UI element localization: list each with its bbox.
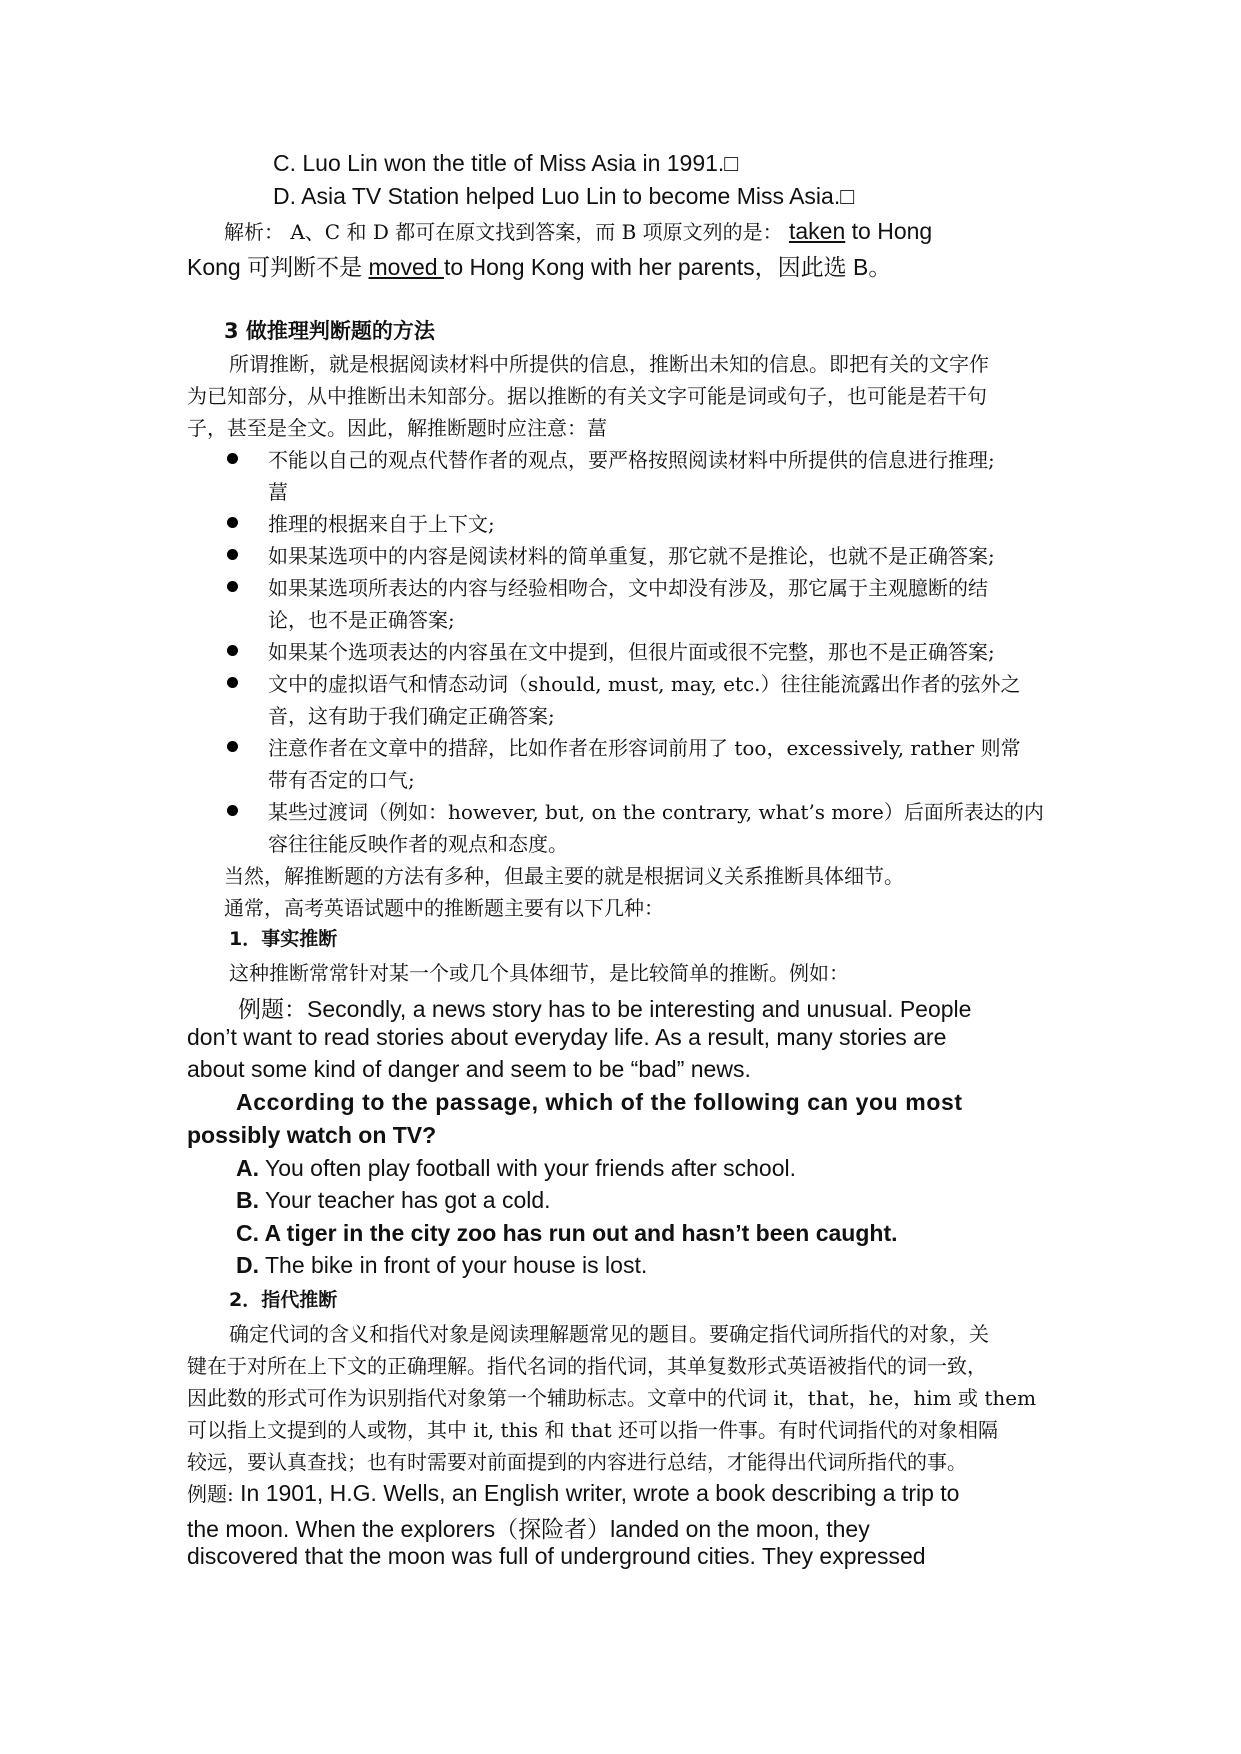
bullet-dot — [227, 549, 238, 560]
option-letter: C. — [236, 1220, 259, 1246]
underlined-word: taken — [788, 218, 846, 244]
intro-line: 子，甚至是全文。因此，解推断题时应注意：葍 — [187, 416, 607, 440]
underlined-word: moved — [368, 254, 444, 280]
analysis-text: Kong 可判断不是 — [187, 254, 369, 280]
option-letter: D. — [236, 1252, 259, 1278]
reference-example-line: the moon. When the explorers（探险者）landed on the moon, they — [187, 1516, 870, 1542]
bullet-text: 推理的根据来自于上下文; — [268, 512, 495, 536]
intro-line: 所谓推断，就是根据阅读材料中所提供的信息，推断出未知的信息。即把有关的文字作 — [229, 352, 989, 376]
bullet-dot — [227, 517, 238, 528]
question-line: possibly watch on TV? — [187, 1122, 437, 1148]
option-letter: A. — [236, 1155, 259, 1181]
bullet-text: 带有否定的口气; — [268, 768, 415, 792]
bullet-dot — [227, 453, 238, 464]
bullet-dot — [227, 645, 238, 656]
bullet-text: 如果某选项所表达的内容与经验相吻合，文中却没有涉及，那它属于主观臆断的结 — [268, 576, 988, 600]
example-label: 例题: — [187, 1482, 234, 1506]
fact-description: 这种推断常常针对某一个或几个具体细节，是比较简单的推断。例如： — [229, 961, 849, 985]
reference-line: 因此数的形式可作为识别指代对象第一个辅助标志。文章中的代词 it，that，he，him 或 them — [187, 1386, 1037, 1410]
reference-line: 键在于对所在上下文的正确理解。指代名词的指代词，其单复数形式英语被指代的词一致， — [187, 1354, 987, 1378]
analysis-text: 解析： A、C 和 D 都可在原文找到答案，而 B 项原文列的是： — [224, 220, 789, 244]
reference-line: 确定代词的含义和指代对象是阅读理解题常见的题目。要确定指代词所指代的对象，关 — [229, 1322, 989, 1346]
bullet-text: 音，这有助于我们确定正确答案; — [268, 704, 555, 728]
analysis-line-2 — [187, 249, 891, 282]
subsection-heading-fact: 1．事实推断 — [229, 928, 338, 950]
analysis-text: to Hong — [845, 218, 933, 244]
option-text: The bike in front of your house is lost. — [259, 1252, 648, 1278]
bullet-text: 论，也不是正确答案; — [268, 608, 455, 632]
bullet-dot — [227, 805, 238, 816]
analysis-text: to Hong Kong with her parents，因此选 B。 — [443, 254, 892, 280]
after-line: 通常，高考英语试题中的推断题主要有以下几种： — [224, 896, 664, 920]
bullet-text: 文中的虚拟语气和情态动词（should, must, may, etc.）往往能流露出作者的弦外之 — [268, 672, 1021, 696]
option-c-line: C. Luo Lin won the title of Miss Asia in 1991.□ — [273, 150, 739, 176]
bullet-dot — [227, 741, 238, 752]
bullet-text: 如果某选项中的内容是阅读材料的简单重复，那它就不是推论，也就不是正确答案; — [268, 544, 995, 568]
option-text: A tiger in the city zoo has run out and hasn’t been caught. — [259, 1220, 898, 1246]
intro-line: 为已知部分，从中推断出未知部分。据以推断的有关文字可能是词或句子，也可能是若干句 — [187, 384, 987, 408]
option-c — [236, 1220, 898, 1247]
bullet-dot — [227, 677, 238, 688]
example-line: about some kind of danger and seem to be “bad” news. — [187, 1056, 751, 1082]
bullet-text: 注意作者在文章中的措辞，比如作者在形容词前用了 too，excessively, rather 则常 — [268, 736, 1021, 760]
option-text: You often play football with your friends after school. — [259, 1155, 796, 1181]
reference-example-line: discovered that the moon was full of underground cities. They expressed — [187, 1543, 926, 1569]
bullet-dot — [227, 581, 238, 592]
question-line: According to the passage, which of the following can you most — [236, 1089, 963, 1115]
reference-line: 较远，要认真查找；也有时需要对前面提到的内容进行总结，才能得出代词所指代的事。 — [187, 1450, 967, 1474]
bullet-text: 不能以自己的观点代替作者的观点，要严格按照阅读材料中所提供的信息进行推理; — [268, 448, 995, 472]
example-line — [187, 1024, 1053, 1051]
bullet-text: 容往往能反映作者的观点和态度。 — [268, 832, 568, 856]
option-a — [236, 1155, 796, 1182]
option-d-line: D. Asia TV Station helped Luo Lin to become Miss Asia.□ — [273, 183, 855, 209]
section-title: 3 做推理判断题的方法 — [224, 319, 435, 343]
reference-example-line — [187, 1478, 959, 1507]
option-d — [236, 1252, 647, 1279]
after-line: 当然，解推断题的方法有多种，但最主要的就是根据词义关系推断具体细节。 — [224, 864, 904, 888]
bullet-text: 某些过渡词（例如：however, but, on the contrary, what’s more）后面所表达的内 — [268, 800, 1044, 824]
example-text: In 1901, H.G. Wells, an English writer, wrote a book describing a trip to — [233, 1480, 960, 1506]
bullet-text: 葍 — [268, 480, 288, 504]
example-text: don’t want to read stories about everyday life. As a result, many stories are — [187, 1024, 947, 1050]
bullet-text: 如果某个选项表达的内容虽在文中提到，但很片面或很不完整，那也不是正确答案; — [268, 640, 995, 664]
option-text: Your teacher has got a cold. — [259, 1187, 551, 1213]
option-b — [236, 1187, 551, 1214]
example-line: 例题：Secondly, a news story has to be interesting and unusual. People — [238, 996, 972, 1022]
reference-line: 可以指上文提到的人或物，其中 it, this 和 that 还可以指一件事。有时代词指代的对象相隔 — [187, 1418, 999, 1442]
analysis-line-1 — [224, 216, 932, 245]
option-letter: B. — [236, 1187, 259, 1213]
subsection-heading-reference: 2．指代推断 — [229, 1289, 338, 1311]
